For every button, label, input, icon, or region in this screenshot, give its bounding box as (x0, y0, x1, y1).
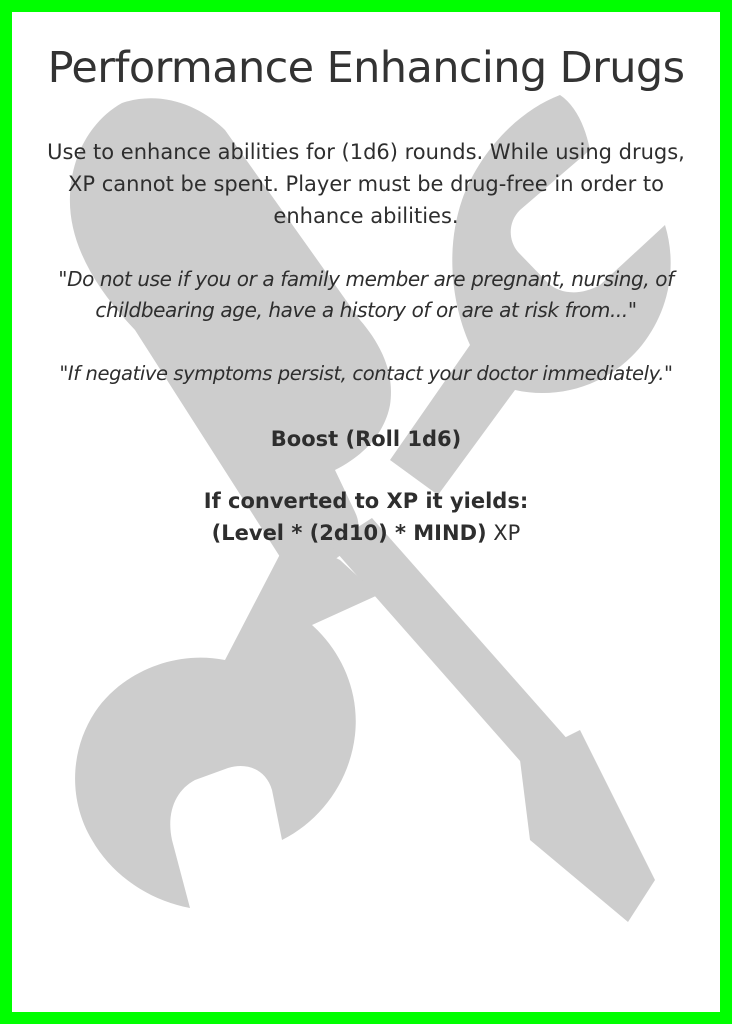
warning-quote: "Do not use if you or a family member are pregnant, nursing, of childbearing age, have a history of or are at risk from..." (58, 267, 674, 322)
xp-formula-line (12, 517, 720, 549)
symptoms-quote: "If negative symptoms persist, contact your doctor immediately." (59, 362, 673, 385)
boost-label: Boost (Roll 1d6) (270, 427, 462, 451)
xp-intro: If converted to XP it yields: (203, 489, 529, 513)
xp-conversion (12, 485, 720, 549)
card-description: Use to enhance abilities for (1d6) rounds. While using drugs, XP cannot be spent. Player must be drug-free in order to enhance abilities. (47, 140, 685, 228)
card-title: Performance Enhancing Drugs (47, 43, 685, 93)
card-content (12, 12, 720, 1012)
xp-formula: (Level * (2d10) * MIND) (211, 521, 487, 545)
xp-unit: XP (486, 521, 521, 545)
